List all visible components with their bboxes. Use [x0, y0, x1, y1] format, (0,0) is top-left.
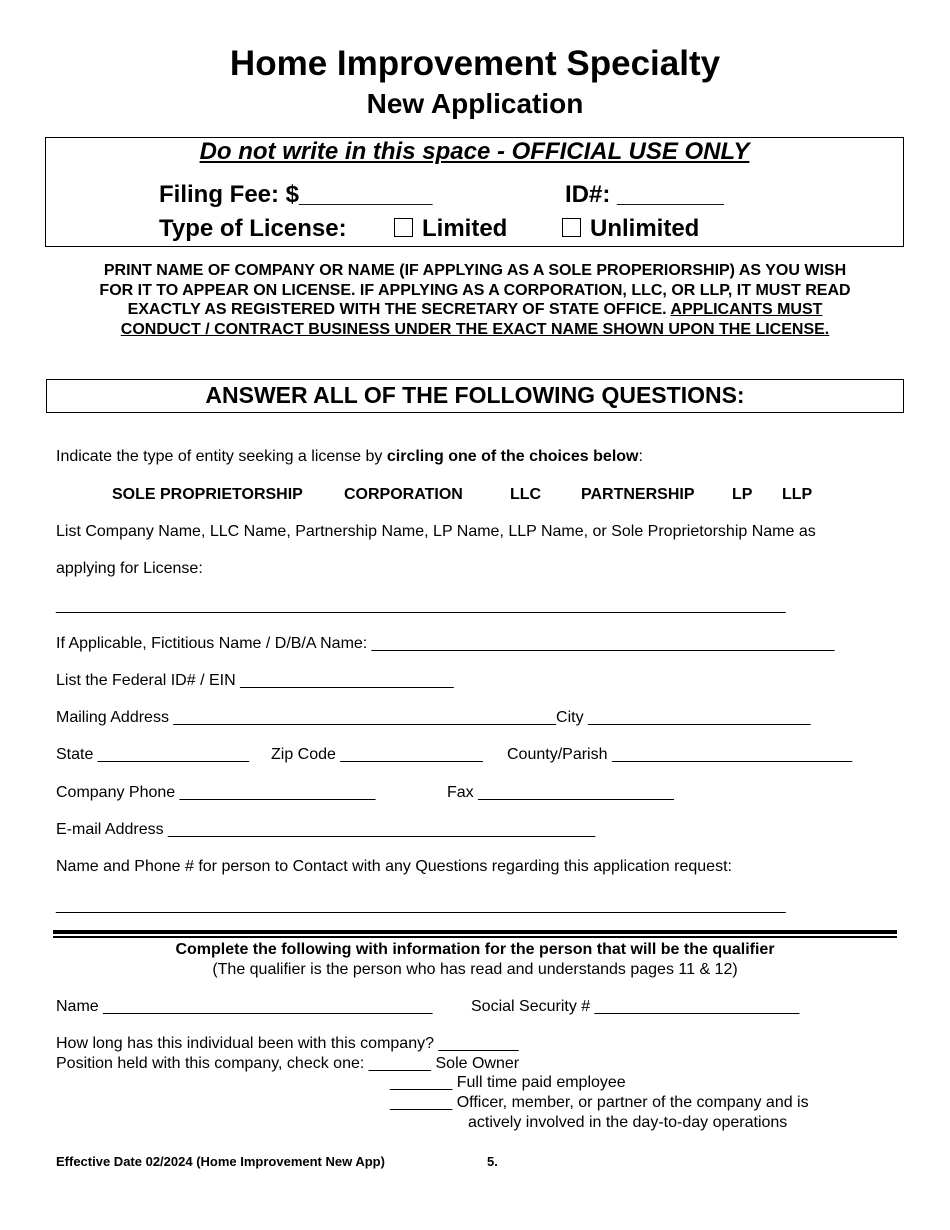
state-field[interactable]: State _________________	[56, 746, 250, 763]
unlimited-label: Unlimited	[590, 215, 700, 242]
fax-field[interactable]: Fax ______________________	[447, 784, 674, 801]
notice-line-3-text: EXACTLY AS REGISTERED WITH THE SECRETARY OF STATE OFFICE.	[127, 301, 671, 318]
notice-line-3	[50, 300, 900, 320]
entity-option-llp[interactable]: LLP	[782, 486, 813, 503]
tenure-field[interactable]: How long has this individual been with this company? _________	[56, 1035, 519, 1052]
entity-option-sole-proprietorship[interactable]: SOLE PROPRIETORSHIP	[112, 486, 303, 503]
page-number: 5.	[487, 1154, 498, 1169]
position-fulltime-employee[interactable]: _______ Full time paid employee	[390, 1074, 626, 1091]
email-field[interactable]: E-mail Address ________________________________________________	[56, 821, 596, 838]
notice-line-4: CONDUCT / CONTRACT BUSINESS UNDER THE EXACT NAME SHOWN UPON THE LICENSE.	[120, 320, 830, 338]
limited-checkbox[interactable]	[394, 218, 413, 237]
page-title: Home Improvement Specialty	[229, 44, 721, 83]
position-officer-member-partner[interactable]: _______ Officer, member, or partner of the company and is	[390, 1094, 809, 1111]
answer-heading-box	[46, 379, 904, 413]
official-use-heading: Do not write in this space - OFFICIAL USE ONLY	[199, 138, 750, 165]
filing-fee-field[interactable]: Filing Fee: $__________	[159, 181, 433, 208]
answer-heading: ANSWER ALL OF THE FOLLOWING QUESTIONS:	[205, 382, 745, 408]
qualifier-heading: Complete the following with information for the person that will be the qualifier	[175, 941, 775, 958]
section-divider-thin	[53, 936, 897, 938]
page-subtitle: New Application	[366, 88, 584, 119]
dba-field[interactable]: If Applicable, Fictitious Name / D/B/A Name: ____________________________________________________	[56, 635, 835, 652]
effective-date: Effective Date 02/2024 (Home Improvement New App)	[56, 1154, 385, 1169]
contact-label: Name and Phone # for person to Contact with any Questions regarding this application request:	[56, 858, 732, 875]
position-officer-description: actively involved in the day-to-day operations	[468, 1114, 788, 1131]
county-field[interactable]: County/Parish ___________________________	[507, 746, 853, 763]
license-type-label: Type of License:	[159, 215, 347, 242]
mailing-address-field[interactable]: Mailing Address ___________________________________________City _________________________	[56, 709, 811, 726]
notice-line-2: FOR IT TO APPEAR ON LICENSE. IF APPLYING AS A CORPORATION, LLC, OR LLP, IT MUST READ	[99, 281, 851, 299]
entity-instruction-bold: circling one of the choices below	[386, 448, 639, 465]
entity-instruction-end: :	[638, 448, 643, 465]
company-name-label: List Company Name, LLC Name, Partnership Name, LP Name, LLP Name, or Sole Proprietorship Name as	[56, 523, 816, 540]
notice-line-1: PRINT NAME OF COMPANY OR NAME (IF APPLYING AS A SOLE PROPERIORSHIP) AS YOU WISH	[103, 262, 847, 279]
notice-line-3-underlined: APPLICANTS MUST	[670, 301, 823, 318]
entity-option-partnership[interactable]: PARTNERSHIP	[581, 486, 695, 503]
company-name-field[interactable]: __________________________________________________________________________________	[56, 597, 786, 614]
unlimited-option[interactable]	[562, 215, 699, 243]
entity-option-llc[interactable]: LLC	[510, 486, 542, 503]
company-phone-field[interactable]: Company Phone ______________________	[56, 784, 376, 801]
qualifier-name-field[interactable]: Name _____________________________________	[56, 998, 433, 1015]
position-sole-owner[interactable]: Position held with this company, check one: _______ Sole Owner	[56, 1055, 520, 1072]
section-divider-thick	[53, 930, 897, 934]
limited-option[interactable]	[394, 215, 507, 243]
contact-field[interactable]: __________________________________________________________________________________	[56, 897, 786, 914]
entity-instruction	[56, 448, 643, 466]
id-field[interactable]: ID#: ________	[565, 181, 724, 208]
company-name-label-cont: applying for License:	[56, 560, 203, 577]
name-notice	[50, 261, 900, 339]
unlimited-checkbox[interactable]	[562, 218, 581, 237]
ein-field[interactable]: List the Federal ID# / EIN ________________________	[56, 672, 454, 689]
official-use-box	[45, 137, 904, 247]
ssn-field[interactable]: Social Security # _______________________	[471, 998, 800, 1015]
qualifier-subheading: (The qualifier is the person who has read and understands pages 11 & 12)	[212, 961, 738, 978]
entity-option-lp[interactable]: LP	[732, 486, 753, 503]
limited-label: Limited	[422, 215, 508, 242]
entity-option-corporation[interactable]: CORPORATION	[344, 486, 463, 503]
entity-instruction-text: Indicate the type of entity seeking a license by	[56, 448, 387, 465]
zip-field[interactable]: Zip Code ________________	[271, 746, 483, 763]
